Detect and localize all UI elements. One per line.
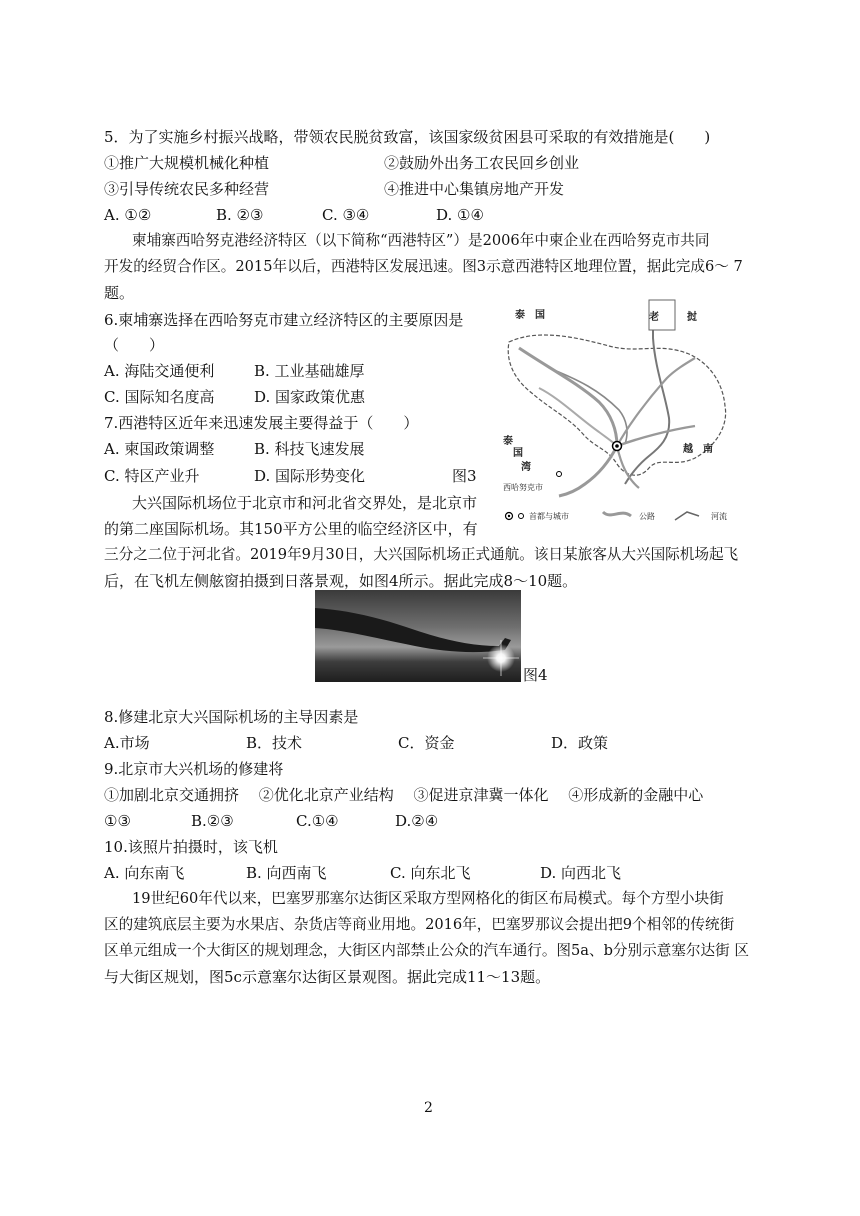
q8-option-c: C．资金 <box>398 734 455 752</box>
page-number: 2 <box>424 1100 433 1116</box>
cambodia-map-figure <box>499 298 741 528</box>
map-label-gulf-2: 国 <box>513 448 523 459</box>
q9-stem: 9.北京市大兴机场的修建将 <box>104 760 284 778</box>
intro-sihanoukville-line-1: 柬埔寨西哈努克港经济特区（以下简称“西港特区”）是2006年中柬企业在西哈努克市共同 <box>132 232 710 249</box>
q9-statements: ①加剧北京交通拥挤 ②优化北京产业结构 ③促进京津冀一体化 ④形成新的金融中心 <box>104 786 704 804</box>
legend-city-label: 首都与城市 <box>529 512 569 521</box>
map-label-vietnam: 越 南 <box>683 444 713 455</box>
q5-statement-3: ③引导传统农民多种经营 <box>104 180 270 198</box>
q7-option-a: A. 柬国政策调整 <box>104 440 215 458</box>
q8-option-a: A.市场 <box>104 734 150 752</box>
q10-option-d: D. 向西北飞 <box>540 864 622 882</box>
intro-daxing-line-2: 的第二座国际机场。其150平方公里的临空经济区中，有 <box>104 520 478 538</box>
q8-stem: 8.修建北京大兴国际机场的主导因素是 <box>104 708 359 726</box>
q6-option-b: B. 工业基础雄厚 <box>254 362 365 380</box>
legend-river-label: 河流 <box>711 512 727 521</box>
q9-option-b: B.②③ <box>191 812 234 830</box>
intro-daxing-line-1: 大兴国际机场位于北京市和河北省交界处，是北京市 <box>132 494 478 512</box>
figure-3-caption: 图3 <box>452 467 477 485</box>
q10-option-a: A. 向东南飞 <box>104 864 185 882</box>
q7-option-b: B. 科技飞速发展 <box>254 440 365 458</box>
map-label-thailand: 泰 国 <box>515 310 545 321</box>
map-label-laos-1: 老 <box>649 312 659 323</box>
q5-statement-2: ②鼓励外出务工农民回乡创业 <box>384 154 580 172</box>
map-label-gulf-3: 湾 <box>521 462 531 473</box>
q6-option-a: A. 海陆交通便利 <box>104 362 215 380</box>
intro-barcelona-line-1: 19世纪60年代以来，巴塞罗那塞尔达街区采取方型网格化的街区布局模式。每个方型小块街 <box>132 890 724 907</box>
intro-sihanoukville-line-2: 开发的经贸合作区。2015年以后，西港特区发展迅速。图3示意西港特区地理位置，据此完成6～ 7 <box>104 258 743 275</box>
q7-option-c: C. 特区产业升 <box>104 467 200 485</box>
q9-option-c: C.①④ <box>296 812 339 830</box>
q9-option-d: D.②④ <box>395 812 439 830</box>
q5-option-b: B. ②③ <box>216 206 264 224</box>
q9-option-a: ①③ <box>104 812 131 830</box>
q10-option-b: B. 向西南飞 <box>246 864 327 882</box>
q5-option-c: C. ③④ <box>322 206 370 224</box>
sihanoukville-marker <box>557 472 562 477</box>
intro-barcelona-line-2: 区的建筑底层主要为水果店、杂货店等商业用地。2016年，巴塞罗那议会提出把9个相邻的传统街 <box>104 916 735 933</box>
q10-option-c: C. 向东北飞 <box>390 864 471 882</box>
q6-option-c: C. 国际知名度高 <box>104 388 215 406</box>
map-label-gulf-1: 泰 <box>503 436 513 447</box>
intro-barcelona-line-3: 区单元组成一个大街区的规划理念，大街区内部禁止公众的汽车通行。图5a、b分别示意塞尔达街 区 <box>104 942 749 959</box>
map-label-laos-2: 挝 <box>687 312 697 323</box>
q7-stem: 7.西港特区近年来迅速发展主要得益于（ ） <box>104 414 419 432</box>
q10-stem: 10.该照片拍摄时，该飞机 <box>104 838 278 856</box>
intro-daxing-line-3: 三分之二位于河北省。2019年9月30日，大兴国际机场正式通航。该日某旅客从大兴国际机场起飞 <box>104 546 739 563</box>
q8-option-b: B．技术 <box>246 734 303 752</box>
q6-stem: 6.柬埔寨选择在西哈努克市建立经济特区的主要原因是 <box>104 311 464 329</box>
q6-answer-blank: （ ） <box>104 336 165 354</box>
figure-4-caption: 图4 <box>523 666 548 684</box>
q5-statement-1: ①推广大规模机械化种植 <box>104 154 270 172</box>
q5-option-a: A. ①② <box>104 206 152 224</box>
q6-option-d: D. 国家政策优惠 <box>254 388 366 406</box>
sunset-wing-photo <box>315 590 521 682</box>
intro-barcelona-line-4: 与大街区规划，图5c示意塞尔达街区景观图。据此完成11～13题。 <box>104 968 551 986</box>
q7-option-d: D. 国际形势变化 <box>254 467 366 485</box>
legend-road-label: 公路 <box>639 512 655 521</box>
q5-statement-4: ④推进中心集镇房地产开发 <box>384 180 565 198</box>
q8-option-d: D．政策 <box>551 734 609 752</box>
intro-daxing-line-4: 后，在飞机左侧舷窗拍摄到日落景观，如图4所示。据此完成8～10题。 <box>104 572 578 590</box>
q5-stem: 5．为了实施乡村振兴战略，带领农民脱贫致富，该国家级贫困县可采取的有效措施是( ) <box>104 128 711 146</box>
map-label-sihanoukville: 西哈努克市 <box>503 483 543 492</box>
intro-sihanoukville-line-3: 题。 <box>104 284 135 302</box>
q5-option-d: D. ①④ <box>436 206 484 224</box>
